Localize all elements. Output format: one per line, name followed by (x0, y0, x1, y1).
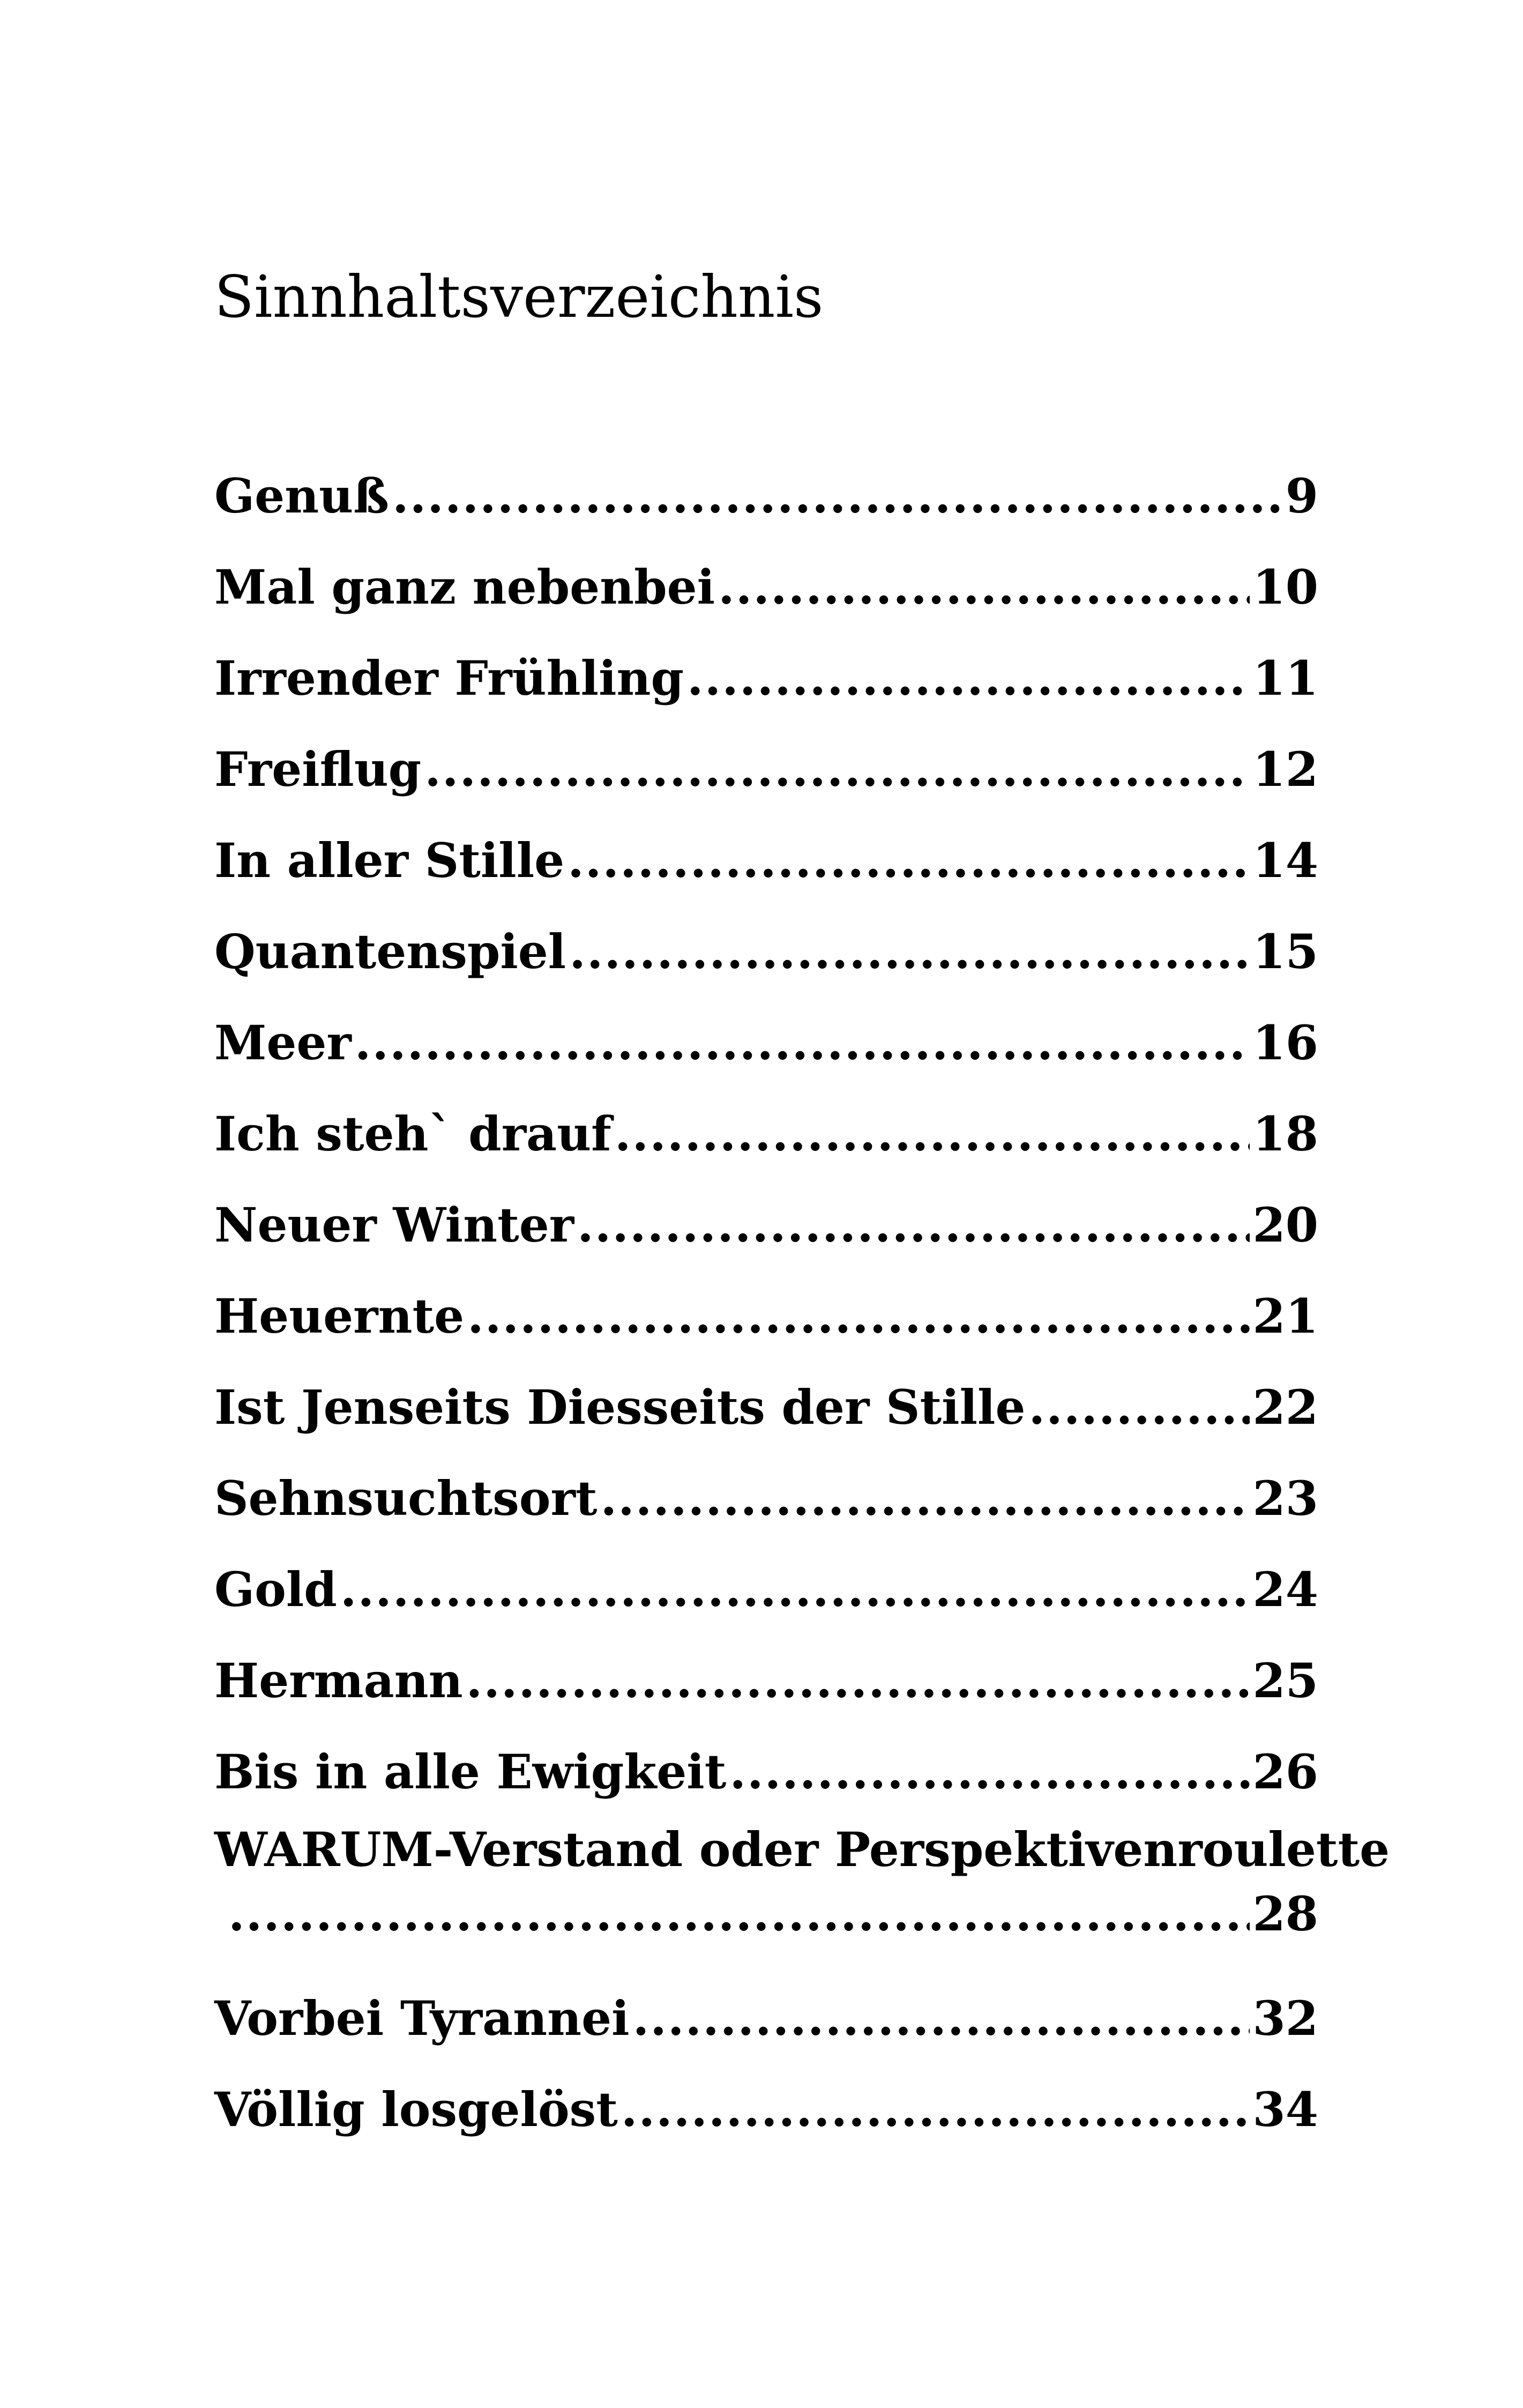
toc-entry-page: 9 (1285, 468, 1318, 524)
toc-entry-label: In aller Stille (214, 833, 565, 888)
toc-entry-page: 20 (1252, 1197, 1318, 1253)
toc-leader-dots (568, 815, 1249, 906)
toc-entry-label: Ich steh` drauf (214, 1106, 611, 1162)
toc-leader-dots (687, 633, 1250, 724)
toc-entry-label: Freiflug (214, 741, 422, 797)
toc-entry (214, 1453, 1318, 1544)
toc-entry (214, 1179, 1318, 1270)
toc-leader-dots (569, 906, 1249, 997)
toc-entry-label: Völlig losgelöst (214, 2082, 618, 2137)
toc-entry-page: 34 (1252, 2082, 1318, 2137)
toc-entry (214, 1635, 1318, 1726)
toc-entry-page: 32 (1252, 1990, 1318, 2046)
toc-entry-page: 16 (1252, 1015, 1318, 1071)
toc-entry-label: Meer (214, 1015, 352, 1071)
toc-entry-label: Hermann (214, 1653, 463, 1708)
toc-entry-page: 15 (1252, 924, 1318, 979)
toc-leader-dots (633, 1973, 1250, 2064)
toc-entry-label: Vorbei Tyrannei (214, 1990, 630, 2046)
toc-entry-label: Ist Jenseits Diesseits der Stille (214, 1379, 1026, 1435)
toc-entry (214, 724, 1318, 815)
toc-entry-label: Irrender Frühling (214, 650, 684, 706)
toc-leader-dots (615, 1088, 1250, 1179)
toc-entry (214, 1973, 1318, 2064)
toc-leader-dots (392, 450, 1282, 541)
toc-entry (214, 1088, 1318, 1179)
toc-entry-label: Bis in alle Ewigkeit (214, 1744, 727, 1800)
toc-leader-dots (600, 1453, 1249, 1544)
toc-entry-page: 26 (1252, 1744, 1318, 1800)
toc-title: Sinnhaltsverzeichnis (214, 264, 824, 331)
toc-entry (214, 541, 1318, 633)
toc-entry (214, 1726, 1318, 1817)
toc-entry-page: 25 (1252, 1653, 1318, 1708)
toc-entry (214, 450, 1318, 541)
toc-leader-dots (466, 1635, 1250, 1726)
toc-entry-label: Mal ganz nebenbei (214, 559, 715, 615)
toc-entry-page: 28 (1252, 1886, 1318, 1942)
toc-entry-page: 21 (1252, 1288, 1318, 1344)
toc-entry (214, 815, 1318, 906)
toc-entry-page: 18 (1252, 1106, 1318, 1162)
toc-entry-page: 23 (1252, 1470, 1318, 1526)
toc-leader-dots (729, 1726, 1249, 1817)
toc-entry-continuation (214, 1882, 1318, 1973)
toc-leader-dots (467, 1270, 1249, 1362)
toc-entry (214, 2064, 1318, 2155)
toc-entry-page: 22 (1252, 1379, 1318, 1435)
toc-entry (214, 997, 1318, 1088)
toc-entry (214, 1270, 1318, 1362)
toc-entry-label: Gold (214, 1562, 337, 1617)
toc-entry-label: Genuß (214, 468, 389, 524)
toc-leader-dots (355, 997, 1250, 1088)
toc-entry-label: Neuer Winter (214, 1197, 574, 1253)
toc-leader-dots (340, 1544, 1250, 1635)
toc-entry-page: 11 (1252, 650, 1318, 706)
toc-entry-page: 10 (1252, 559, 1318, 615)
toc-page (214, 257, 1390, 2155)
toc-entry-page: 12 (1252, 741, 1318, 797)
toc-list (214, 450, 1390, 2155)
toc-leader-dots (424, 724, 1249, 815)
toc-entry-label: WARUM-Verstand oder Perspektivenroulette (214, 1822, 1390, 1877)
toc-entry (214, 1817, 1390, 1973)
toc-entry-page: 14 (1252, 833, 1318, 888)
toc-leader-dots (718, 541, 1249, 633)
toc-entry-label: Quantenspiel (214, 924, 566, 979)
toc-entry-page: 24 (1252, 1562, 1318, 1617)
toc-leader-dots (228, 1882, 1250, 1946)
toc-entry-label: Heuernte (214, 1288, 465, 1344)
toc-entry (214, 1544, 1318, 1635)
toc-entry (214, 906, 1318, 997)
toc-leader-dots (577, 1179, 1249, 1270)
toc-entry-label: Sehnsuchtsort (214, 1470, 598, 1526)
toc-leader-dots (621, 2064, 1250, 2155)
toc-entry (214, 633, 1318, 724)
toc-leader-dots (1028, 1362, 1249, 1453)
toc-entry (214, 1362, 1318, 1453)
